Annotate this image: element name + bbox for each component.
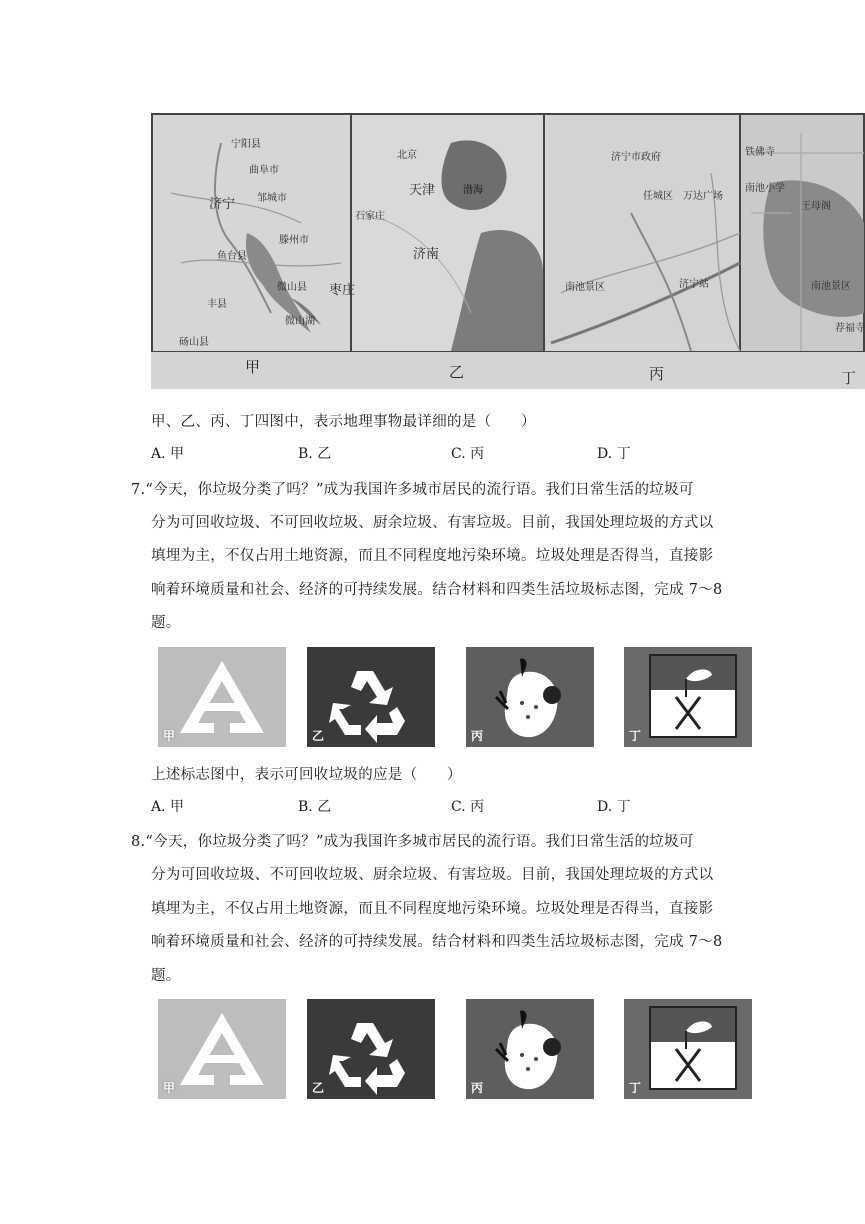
map-place: 北京 — [397, 150, 417, 161]
food-waste-icon — [466, 999, 594, 1099]
food-waste-icon — [466, 647, 594, 747]
question-8-line: 8.“今天，你垃圾分类了吗？”成为我国许多城市居民的流行语。我们日常生活的垃圾可 — [131, 834, 694, 850]
map-place: 王母阁 — [801, 201, 831, 212]
map-place: 济宁站 — [679, 279, 709, 290]
map-place: 天津 — [409, 183, 436, 198]
question-7-prompt: 上述标志图中，表示可回收垃圾的应是（ ） — [151, 767, 462, 783]
question-8-line: 填埋为主，不仅占用土地资源，而且不同程度地污染环境。垃圾处理是否得当，直接影 — [151, 901, 714, 917]
map-place: 邹城市 — [257, 193, 287, 204]
sign-yi-recyclable — [307, 999, 435, 1099]
map-place: 宁阳县 — [231, 139, 261, 150]
sign-label: 甲 — [163, 1081, 176, 1095]
map-place: 南池景区 — [811, 281, 851, 292]
question-7-line: 7.“今天，你垃圾分类了吗？”成为我国许多城市居民的流行语。我们日常生活的垃圾可 — [131, 482, 694, 498]
map-panel-label: 甲 — [245, 358, 261, 376]
sign-jia-hazardous — [158, 999, 286, 1099]
map-panel-label: 丁 — [841, 369, 857, 387]
question-7-line: 分为可回收垃圾、不可回收垃圾、厨余垃圾、有害垃圾。目前，我国处理垃圾的方式以 — [151, 515, 714, 531]
question-6-prompt: 甲、乙、丙、丁四图中，表示地理事物最详细的是（ ） — [151, 414, 536, 430]
non-recyclable-icon — [624, 999, 752, 1099]
sign-label: 乙 — [312, 729, 325, 743]
hazardous-waste-icon — [158, 999, 286, 1099]
option-a[interactable]: A. 甲 — [151, 799, 185, 815]
sign-yi-recyclable — [307, 647, 435, 747]
map-place: 任城区 — [643, 191, 673, 202]
sign-label: 丁 — [629, 1081, 642, 1095]
sign-label: 甲 — [163, 729, 176, 743]
question-8-line: 响着环境质量和社会、经济的可持续发展。结合材料和四类生活垃圾标志图，完成 7～8 — [151, 934, 723, 950]
map-place: 石家庄 — [355, 211, 385, 222]
map-place: 南池景区 — [565, 282, 605, 293]
map-comparison-figure — [151, 113, 865, 389]
map-place: 济南 — [413, 247, 440, 262]
recycle-icon — [307, 999, 435, 1099]
sign-ding-non-recyclable — [624, 999, 752, 1099]
map-panel-label: 丙 — [649, 365, 665, 383]
sign-bing-kitchen — [466, 647, 594, 747]
question-8-line: 题。 — [151, 968, 181, 984]
non-recyclable-icon — [624, 647, 752, 747]
map-panel-label: 乙 — [449, 363, 465, 381]
option-b[interactable]: B. 乙 — [298, 446, 332, 462]
sign-bing-kitchen — [466, 999, 594, 1099]
question-7-line: 填埋为主，不仅占用土地资源，而且不同程度地污染环境。垃圾处理是否得当，直接影 — [151, 548, 714, 564]
option-a[interactable]: A. 甲 — [151, 446, 185, 462]
map-place: 砀山县 — [179, 337, 209, 348]
sign-label: 乙 — [312, 1081, 325, 1095]
map-place: 万达广场 — [683, 191, 723, 202]
option-b[interactable]: B. 乙 — [298, 799, 332, 815]
option-c[interactable]: C. 丙 — [451, 446, 485, 462]
option-d[interactable]: D. 丁 — [597, 446, 631, 462]
map-place: 济宁 — [209, 197, 236, 212]
sign-ding-non-recyclable — [624, 647, 752, 747]
recycle-icon — [307, 647, 435, 747]
hazardous-waste-icon — [158, 647, 286, 747]
question-7-line: 响着环境质量和社会、经济的可持续发展。结合材料和四类生活垃圾标志图，完成 7～8 — [151, 582, 723, 598]
map-place: 铁佛寺 — [745, 147, 775, 158]
question-8-line: 分为可回收垃圾、不可回收垃圾、厨余垃圾、有害垃圾。目前，我国处理垃圾的方式以 — [151, 867, 714, 883]
sign-label: 丁 — [629, 729, 642, 743]
option-d[interactable]: D. 丁 — [597, 799, 631, 815]
map-place: 枣庄 — [329, 283, 356, 298]
map-place: 曲阜市 — [249, 165, 279, 176]
option-c[interactable]: C. 丙 — [451, 799, 485, 815]
map-place: 荐福寺 — [835, 323, 865, 334]
map-place: 济宁市政府 — [611, 152, 661, 163]
map-place: 滕州市 — [279, 235, 309, 246]
map-place: 丰县 — [207, 299, 227, 310]
sign-label: 丙 — [471, 729, 484, 743]
map-place: 微山湖 — [285, 316, 315, 327]
sign-label: 丙 — [471, 1081, 484, 1095]
map-place: 南池小学 — [745, 183, 785, 194]
map-place: 渤海 — [463, 185, 483, 196]
map-place: 鱼台县 — [217, 251, 247, 262]
question-7-line: 题。 — [151, 615, 181, 631]
map-place: 微山县 — [277, 282, 307, 293]
sign-jia-hazardous — [158, 647, 286, 747]
